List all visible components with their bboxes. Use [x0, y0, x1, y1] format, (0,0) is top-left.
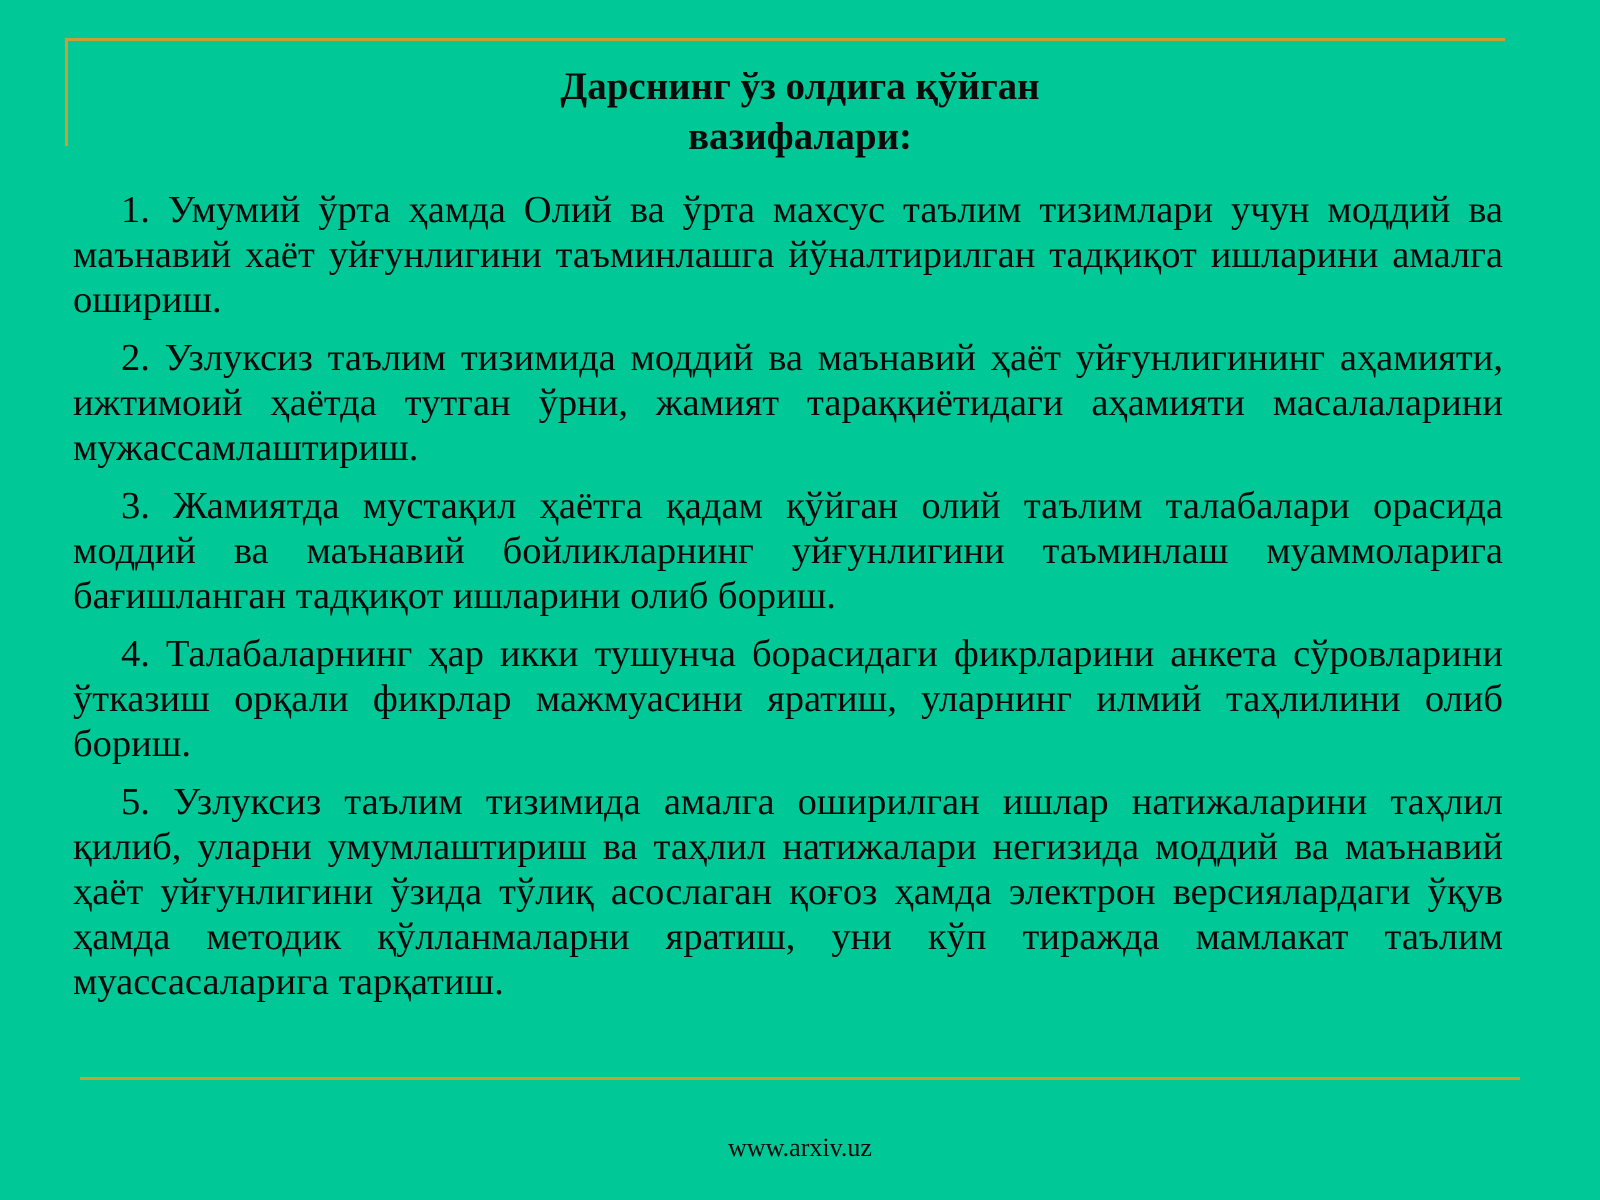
- top-border-line: [65, 38, 1505, 41]
- bottom-border-line: [80, 1077, 1520, 1080]
- task-list: [73, 188, 1503, 1018]
- task-item-1: 1. Умумий ўрта ҳамда Олий ва ўрта махсус таълим тизимлари учун моддий ва маънавий хаёт уйғунлигини таъминлашга йўналтирилган тадқиқот ишларини амалга ошириш.: [73, 189, 1503, 321]
- task-item-5: 5. Узлуксиз таълим тизимида амалга оширилган ишлар натижаларини таҳлил қилиб, уларни умумлаштириш ва таҳлил натижалари негизида моддий ва маънавий ҳаёт уйғунлигини ўзида тўлиқ асослаган қоғоз ҳамда электрон версиялардаги ўқув ҳамда методик қўлланмаларни яратиш, уни кўп тиражда мамлакат таълим муассасаларига тарқатиш.: [73, 781, 1503, 1003]
- slide-title-line-2: вазифалари:: [687, 115, 913, 158]
- task-item-2: 2. Узлуксиз таълим тизимида моддий ва маънавий ҳаёт уйғунлигининг аҳамияти, ижтимоий ҳаётда тутган ўрни, жамият тараққиётидаги аҳамияти масалаларини мужассамлаштириш.: [73, 337, 1503, 469]
- slide-title-line-1: Дарснинг ўз олдига қўйган: [560, 65, 1040, 108]
- task-item-3: 3. Жамиятда мустақил ҳаётга қадам қўйган олий таълим талабалари орасида моддий ва маънавий бойликларнинг уйғунлигини таъминлаш муаммоларига бағишланган тадқиқот ишларини олиб бориш.: [73, 485, 1503, 617]
- slide-title: [0, 62, 1600, 162]
- footer-url: www.arxiv.uz: [728, 1133, 872, 1162]
- task-item-4: 4. Талабаларнинг ҳар икки тушунча борасидаги фикрларини анкета сўровларини ўтказиш орқали фикрлар мажмуасини яратиш, уларнинг илмий таҳлилини олиб бориш.: [73, 633, 1503, 765]
